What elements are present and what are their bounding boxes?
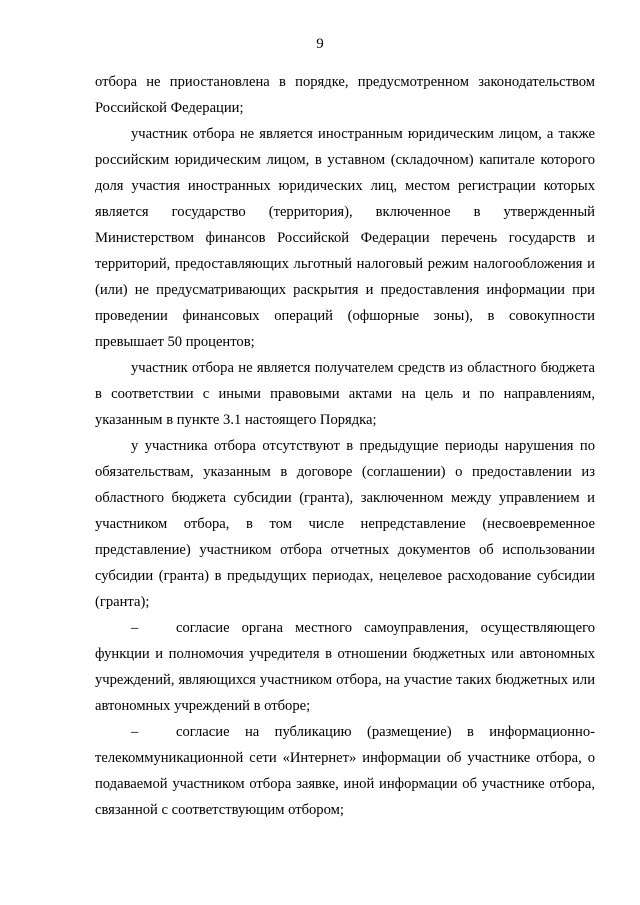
paragraph-foreign-entity-condition: участник отбора не является иностранным юридическим лицом, а также российским юридическим лицом, в уставном (складочном) капитале которого доля участия иностранных юридических лиц, местом регистрации которых является государство (территория), включенное в утвержденный Министерством финансов Российской Федерации перечень государств и территорий, предоставляющих льготный налоговый режим налогообложения и (или) не предусматривающих раскрытия и предоставления информации при проведении финансовых операций (офшорные зоны), в совокупности превышает 50 процентов; (95, 126, 595, 350)
paragraph-prior-violations-condition: у участника отбора отсутствуют в предыдущие периоды нарушения по обязательствам, указанным в договоре (соглашении) о предоставлении из областного бюджета субсидии (гранта), заключенном между управлением и участником отбора, в том числе непредставление (несвоевременное представление) участником отбора отчетных документов об использовании субсидии (гранта) в предыдущих периодах, нецелевое расходование субсидии (гранта); (95, 438, 595, 610)
list-item-text: согласие на публикацию (размещение) в информационно-телекоммуникационной сети «Интернет» информации об участнике отбора, о подаваемой участником отбора заявке, иной информации об участнике отбора, связанной с соответствующим отбором; (95, 724, 595, 818)
paragraph-continuation: отбора не приостановлена в порядке, предусмотренном законодательством Российской Федерации; (95, 74, 595, 116)
dash-marker: – (131, 620, 139, 636)
page-number: 9 (316, 36, 324, 52)
document-body (95, 69, 595, 823)
dash-marker: – (131, 724, 139, 740)
list-item-text: согласие органа местного самоуправления, осуществляющего функции и полномочия учредителя в отношении бюджетных или автономных учреждений, являющихся участником отбора, на участие таких бюджетных или автономных учреждений в отборе; (95, 620, 595, 714)
list-item-founder-consent (95, 615, 595, 719)
list-item-publication-consent (95, 719, 595, 823)
paragraph-regional-budget-condition: участник отбора не является получателем средств из областного бюджета в соответствии с иными правовыми актами на цель и по направлениям, указанным в пункте 3.1 настоящего Порядка; (95, 360, 595, 428)
